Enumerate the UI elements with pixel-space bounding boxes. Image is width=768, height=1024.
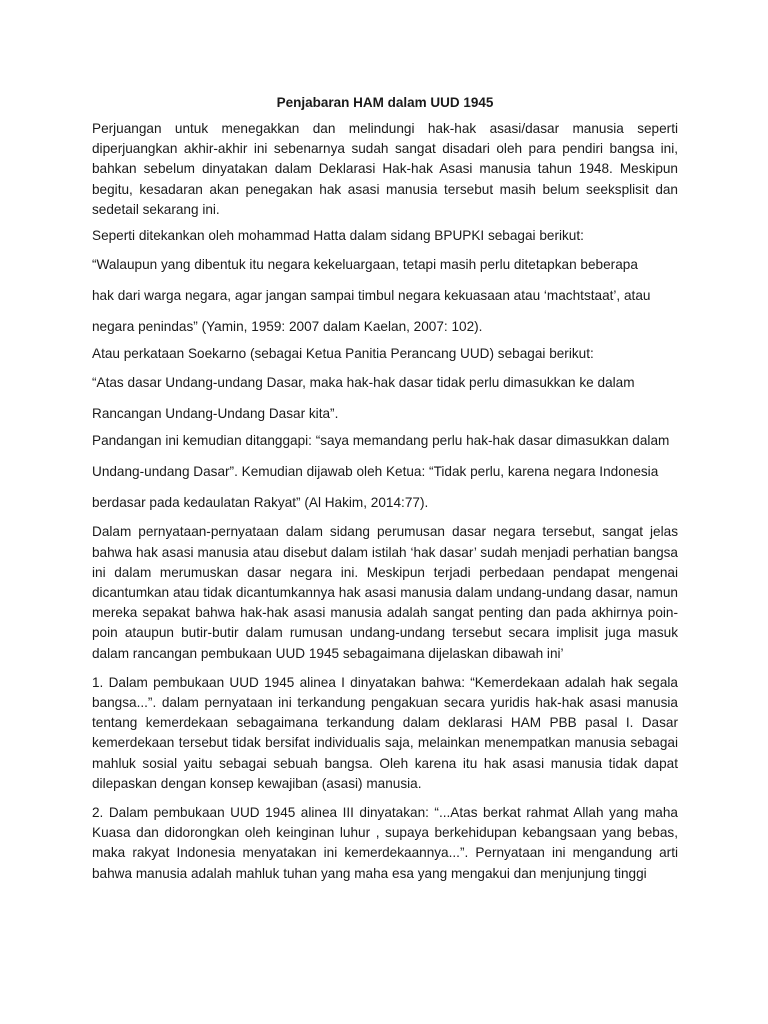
response-quote-line: berdasar pada kedaulatan Rakyat” (Al Hakim, 2014:77). — [92, 495, 429, 511]
response-quote — [92, 431, 678, 513]
hatta-intro: Seperti ditekankan oleh mohammad Hatta dalam sidang BPUPKI sebagai berikut: — [92, 228, 584, 244]
document-title: Penjabaran HAM dalam UUD 1945 — [276, 95, 494, 110]
soekarno-quote-line: “Atas dasar Undang-undang Dasar, maka hak-hak dasar tidak perlu dimasukkan ke dalam — [92, 375, 635, 391]
soekarno-quote — [92, 373, 678, 424]
hatta-quote-line: “Walaupun yang dibentuk itu negara kekeluargaan, tetapi masih perlu ditetapkan beberapa — [92, 257, 638, 273]
point-2-paragraph: 2. Dalam pembukaan UUD 1945 alinea III dinyatakan: “...Atas berkat rahmat Allah yang maha Kuasa dan didorongkan oleh keinginan luhur , supaya berkehidupan kebangsaan yang bebas, maka rakyat Indonesia menyatakan ini kemerdekaannya...”. Pernyataan ini mengandung arti bahwa manusia adalah mahluk tuhan yang maha esa yang mengakui dan menjunjung tinggi — [92, 805, 678, 881]
hatta-quote — [92, 255, 678, 337]
hatta-quote-line: negara penindas” (Yamin, 1959: 2007 dalam Kaelan, 2007: 102). — [92, 319, 483, 335]
soekarno-quote-line: Rancangan Undang-Undang Dasar kita”. — [92, 406, 339, 422]
point-1-paragraph: 1. Dalam pembukaan UUD 1945 alinea I dinyatakan bahwa: “Kemerdekaan adalah hak segala bangsa...”. dalam pernyataan ini terkandung pengakuan secara yuridis hak-hak asasi manusia tentang kemerdekaan sebagaimana terkandung dalam deklarasi HAM PBB pasal I. Dasar kemerdekaan tersebut tidak bersifat individualis saja, melainkan menempatkan manusia sebagai mahluk sosial yaitu sebagai sebuah bangsa. Oleh karena itu hak asasi manusia tidak dapat dilepaskan dengan konsep kewajiban (asasi) manusia. — [92, 674, 678, 791]
intro-paragraph: Perjuangan untuk menegakkan dan melindungi hak-hak asasi/dasar manusia seperti diperjuangkan akhir-akhir ini sebenarnya sudah sangat disadari oleh para pendiri bangsa ini, bahkan sebelum dinyatakan dalam Deklarasi Hak-hak Asasi manusia tahun 1948. Meskipun begitu, kesadaran akan penegakan hak asasi manusia tersebut masih belum seeksplisit dan sedetail sekarang ini. — [92, 121, 678, 217]
soekarno-intro: Atau perkataan Soekarno (sebagai Ketua Panitia Perancang UUD) sebagai berikut: — [92, 346, 594, 362]
response-quote-line: Pandangan ini kemudian ditanggapi: “saya memandang perlu hak-hak dasar dimasukkan dalam — [92, 433, 670, 449]
response-quote-line: Undang-undang Dasar”. Kemudian dijawab oleh Ketua: “Tidak perlu, karena negara Indonesia — [92, 464, 659, 480]
document-page — [92, 94, 678, 890]
hatta-quote-line: hak dari warga negara, agar jangan sampai timbul negara kekuasaan atau ‘machtstaat’, atau — [92, 288, 651, 304]
analysis-paragraph: Dalam pernyataan-pernyataan dalam sidang perumusan dasar negara tersebut, sangat jelas bahwa hak asasi manusia atau disebut dalam istilah ‘hak dasar’ sudah menjadi perhatian bangsa ini dalam merumuskan dasar negara ini. Meskipun terjadi perbedaan pendapat mengenai dicantumkan atau tidak dicantumkannya hak asasi manusia dalam undang-undang dasar, namun mereka sepakat bahwa hak-hak asasi manusia adalah sangat penting dan pada akhirnya poin-poin ataupun butir-butir dalam rumusan undang-undang tersebut secara implisit juga masuk dalam rancangan pembukaan UUD 1945 sebagaimana dijelaskan dibawah ini’ — [92, 524, 678, 661]
